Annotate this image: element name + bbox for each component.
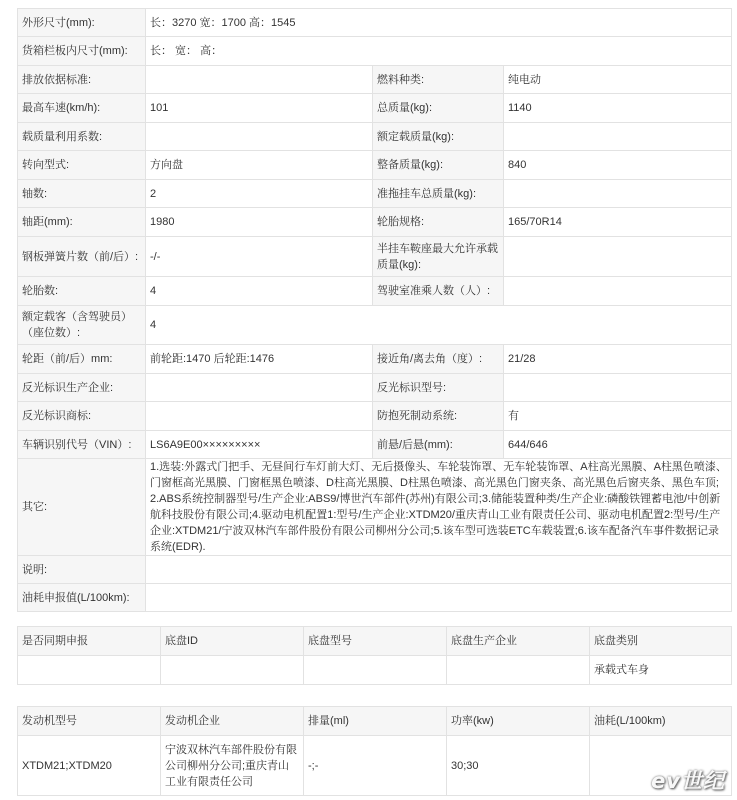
cargo-box-dimensions-value: 长： 宽： 高：	[146, 37, 732, 66]
max-speed-label: 最高车速(km/h):	[18, 94, 146, 123]
spec-row	[18, 584, 732, 612]
wheelbase-value: 1980	[146, 208, 373, 237]
overall-dimensions-label: 外形尺寸(mm):	[18, 9, 146, 37]
approach-departure-angle-label: 接近角/离去角（度）:	[373, 345, 504, 374]
axle-count-value: 2	[146, 180, 373, 208]
axle-count-label: 轴数:	[18, 180, 146, 208]
wheelbase-label: 轴距(mm):	[18, 208, 146, 237]
tire-spec-label: 轮胎规格:	[373, 208, 504, 237]
spec-row	[18, 180, 732, 208]
spec-row	[18, 9, 732, 37]
vin-value: LS6A9E00×××××××××	[146, 431, 373, 459]
chassis-header-manufacturer: 底盘生产企业	[447, 627, 590, 656]
emission-standard-value	[146, 66, 373, 94]
curb-mass-value: 840	[504, 151, 732, 180]
fuel-type-label: 燃料种类:	[373, 66, 504, 94]
abs-label: 防抱死制动系统:	[373, 402, 504, 431]
rated-load-mass-label: 额定载质量(kg):	[373, 123, 504, 151]
spec-row	[18, 374, 732, 402]
notes-label: 说明:	[18, 556, 146, 584]
notes-value	[146, 556, 732, 584]
engine-header-displacement: 排量(ml)	[304, 707, 447, 736]
track-label: 轮距（前/后）mm:	[18, 345, 146, 374]
load-utilization-value	[146, 123, 373, 151]
tire-spec-value: 165/70R14	[504, 208, 732, 237]
gross-mass-label: 总质量(kg):	[373, 94, 504, 123]
overall-dimensions-value: 长：3270 宽：1700 高：1545	[146, 9, 732, 37]
cab-occupants-value	[504, 277, 732, 306]
trailer-total-mass-value	[504, 180, 732, 208]
chassis-header-id: 底盘ID	[161, 627, 304, 656]
reflective-marking-model-value	[504, 374, 732, 402]
vehicle-spec-table	[17, 8, 732, 612]
steering-type-label: 转向型式:	[18, 151, 146, 180]
spec-row	[18, 66, 732, 94]
trailer-total-mass-label: 准拖挂车总质量(kg):	[373, 180, 504, 208]
chassis-data-row	[18, 656, 732, 685]
spec-row	[18, 151, 732, 180]
tire-count-label: 轮胎数:	[18, 277, 146, 306]
engine-header-power: 功率(kw)	[447, 707, 590, 736]
engine-table	[17, 706, 732, 796]
reflective-marking-brand-value	[146, 402, 373, 431]
spec-row	[18, 345, 732, 374]
chassis-header-model: 底盘型号	[304, 627, 447, 656]
chassis-sync-declaration-cell	[18, 656, 161, 685]
spec-row	[18, 402, 732, 431]
approach-departure-angle-value: 21/28	[504, 345, 732, 374]
chassis-category-cell: 承载式车身	[590, 656, 732, 685]
leaf-spring-count-value: -/-	[146, 237, 373, 277]
spec-row	[18, 556, 732, 584]
chassis-header-category: 底盘类别	[590, 627, 732, 656]
chassis-table	[17, 626, 732, 685]
reflective-marking-maker-value	[146, 374, 373, 402]
spec-row	[18, 306, 732, 345]
other-label: 其它:	[18, 459, 146, 556]
track-value: 前轮距:1470 后轮距:1476	[146, 345, 373, 374]
rated-load-mass-value	[504, 123, 732, 151]
spec-row	[18, 237, 732, 277]
engine-header-fuel-consumption: 油耗(L/100km)	[590, 707, 732, 736]
chassis-id-cell	[161, 656, 304, 685]
other-value: 1.选装:外露式门把手、无昼间行车灯前大灯、无后摄像头、车轮装饰罩、无车轮装饰罩、A柱高光黑膜、A柱黑色喷漆、门窗框高光黑膜、门窗框黑色喷漆、D柱高光黑膜、D柱黑色喷漆、高光黑色门窗夹条、高光黑色后窗夹条、黑色车顶;2.ABS系统控制器型号/生产企业:ABS9/博世汽车部件(苏州)有限公司;3.储能装置种类/生产企业:磷酸铁锂蓄电池/中创新航科技股份有限公司;4.驱动电机配置1:型号/生产企业:XTDM20/重庆青山工业有限责任公司、驱动电机配置2:型号/生产企业:XTDM21/宁波双林汽车部件股份有限公司柳州分公司;5.该车型可选装ETC车载装置;6.该车配备汽车事件数据记录系统(EDR).	[146, 459, 732, 556]
chassis-header-row	[18, 627, 732, 656]
engine-model-cell: XTDM21;XTDM20	[18, 736, 161, 796]
reflective-marking-brand-label: 反光标识商标:	[18, 402, 146, 431]
gross-mass-value: 1140	[504, 94, 732, 123]
reflective-marking-model-label: 反光标识型号:	[373, 374, 504, 402]
cargo-box-dimensions-label: 货箱栏板内尺寸(mm):	[18, 37, 146, 66]
engine-header-row	[18, 707, 732, 736]
engine-displacement-cell: -;-	[304, 736, 447, 796]
declared-fuel-consumption-value	[146, 584, 732, 612]
load-utilization-label: 载质量利用系数:	[18, 123, 146, 151]
fuel-type-value: 纯电动	[504, 66, 732, 94]
steering-type-value: 方向盘	[146, 151, 373, 180]
engine-header-manufacturer: 发动机企业	[161, 707, 304, 736]
overhang-label: 前悬/后悬(mm):	[373, 431, 504, 459]
curb-mass-label: 整备质量(kg):	[373, 151, 504, 180]
spec-row	[18, 431, 732, 459]
engine-power-cell: 30;30	[447, 736, 590, 796]
spec-row	[18, 123, 732, 151]
rated-passengers-value: 4	[146, 306, 732, 345]
saddle-max-load-label: 半挂车鞍座最大允许承载质量(kg):	[373, 237, 504, 277]
overhang-value: 644/646	[504, 431, 732, 459]
reflective-marking-maker-label: 反光标识生产企业:	[18, 374, 146, 402]
vin-label: 车辆识别代号（VIN）:	[18, 431, 146, 459]
rated-passengers-label: 额定载客（含驾驶员）（座位数）:	[18, 306, 146, 345]
ev-watermark-logo: ev世纪	[651, 769, 725, 793]
abs-value: 有	[504, 402, 732, 431]
spec-row	[18, 277, 732, 306]
chassis-header-sync-declaration: 是否同期申报	[18, 627, 161, 656]
chassis-model-cell	[304, 656, 447, 685]
spec-row	[18, 37, 732, 66]
spec-row	[18, 459, 732, 556]
chassis-manufacturer-cell	[447, 656, 590, 685]
saddle-max-load-value	[504, 237, 732, 277]
engine-header-model: 发动机型号	[18, 707, 161, 736]
engine-data-row	[18, 736, 732, 796]
emission-standard-label: 排放依据标准:	[18, 66, 146, 94]
leaf-spring-count-label: 钢板弹簧片数（前/后）:	[18, 237, 146, 277]
spec-row	[18, 208, 732, 237]
spec-row	[18, 94, 732, 123]
max-speed-value: 101	[146, 94, 373, 123]
engine-manufacturer-cell: 宁波双林汽车部件股份有限公司柳州分公司;重庆青山工业有限责任公司	[161, 736, 304, 796]
tire-count-value: 4	[146, 277, 373, 306]
cab-occupants-label: 驾驶室准乘人数（人）:	[373, 277, 504, 306]
declared-fuel-consumption-label: 油耗申报值(L/100km):	[18, 584, 146, 612]
